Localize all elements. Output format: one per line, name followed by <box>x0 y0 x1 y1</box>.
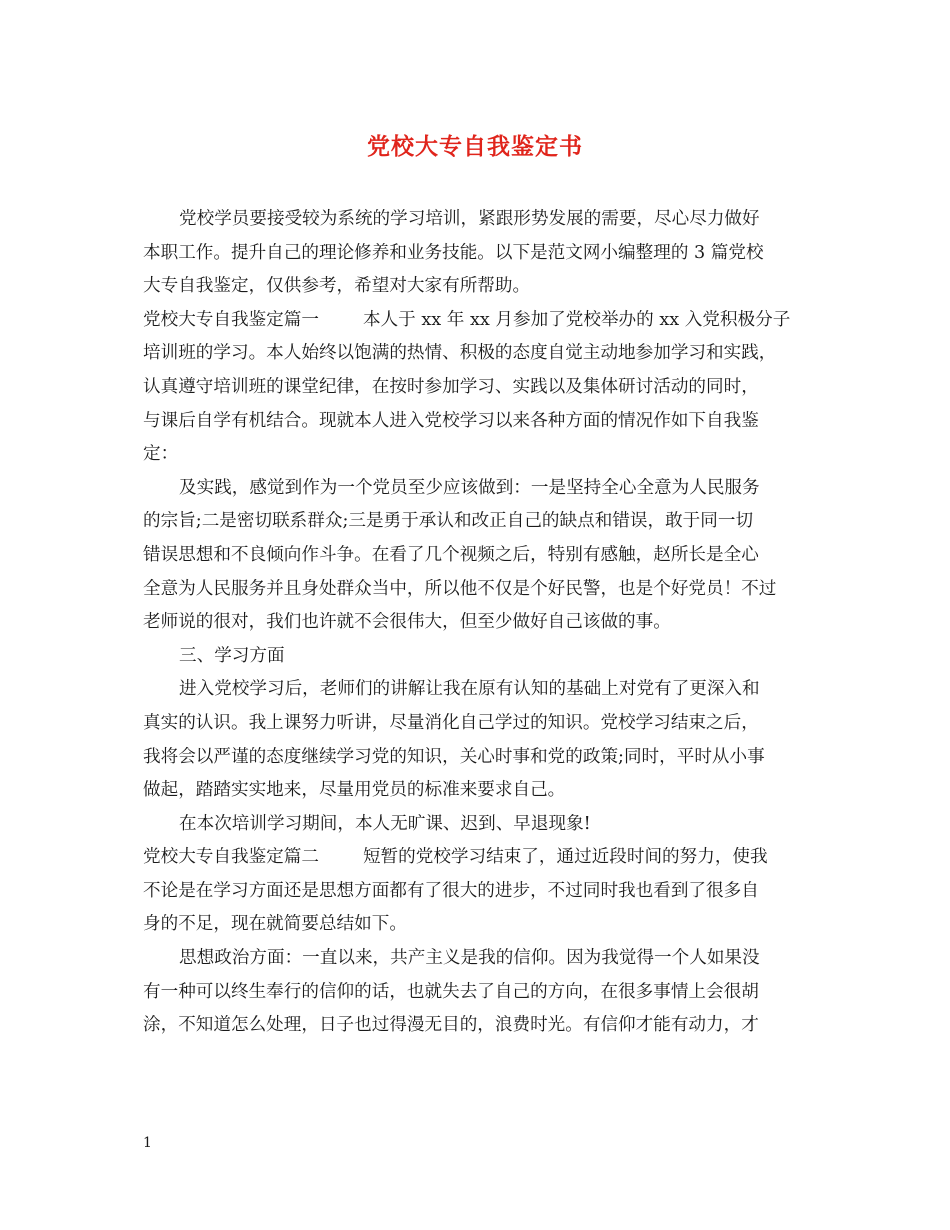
section-heading-line <box>143 304 823 338</box>
document-title: 党校大专自我鉴定书 <box>367 133 583 160</box>
text-span: 短暂的党校学习结束了，通过近段时间的努力，使我 <box>362 847 768 868</box>
text-line: 思想政治方面：一直以来，共产主义是我的信仰。因为我觉得一个人如果没 <box>179 948 760 969</box>
text-line: 错误思想和不良倾向作斗争。在看了几个视频之后，特别有感触，赵所长是全心 <box>143 544 759 565</box>
section-heading-line <box>143 841 823 875</box>
text-line: 定： <box>143 444 179 465</box>
section-heading: 党校大专自我鉴定篇二 <box>143 847 319 868</box>
text-span: 本人于 xx 年 xx 月参加了党校举办的 xx 入党积极分子 <box>362 309 791 330</box>
text-line: 真实的认识。我上课努力听讲，尽量消化自己学过的知识。党校学习结束之后， <box>143 712 759 733</box>
text-line: 我将会以严谨的态度继续学习党的知识，关心时事和党的政策;同时，平时从小事 <box>143 746 765 767</box>
text-line: 不论是在学习方面还是思想方面都有了很大的进步，不过同时我也看到了很多自 <box>143 880 759 901</box>
text-line: 身的不足，现在就简要总结如下。 <box>143 914 407 935</box>
text-line: 做起，踏踏实实地来，尽量用党员的标准来要求自己。 <box>143 780 566 801</box>
text-line: 与课后自学有机结合。现就本人进入党校学习以来各种方面的情况作如下自我鉴 <box>143 410 759 431</box>
section-heading: 党校大专自我鉴定篇一 <box>143 309 319 330</box>
text-line: 及实践，感觉到作为一个党员至少应该做到：一是坚持全心全意为人民服务 <box>179 477 760 498</box>
text-line: 培训班的学习。本人始终以饱满的热情、积极的态度自觉主动地参加学习和实践， <box>143 343 777 364</box>
text-line: 在本次培训学习期间，本人无旷课、迟到、早退现象! <box>179 813 591 834</box>
text-line: 涂，不知道怎么处理，日子也过得漫无目的，浪费时光。有信仰才能有动力，才 <box>143 1015 759 1036</box>
text-line: 有一种可以终生奉行的信仰的话，也就失去了自己的方向，在很多事情上会很胡 <box>143 981 759 1002</box>
text-line: 党校学员要接受较为系统的学习培训，紧跟形势发展的需要，尽心尽力做好 <box>179 209 760 229</box>
subsection-heading: 三、学习方面 <box>179 645 285 666</box>
document-body <box>143 203 823 1043</box>
text-line: 进入党校学习后，老师们的讲解让我在原有认知的基础上对党有了更深入和 <box>179 679 760 700</box>
text-line: 大专自我鉴定，仅供参考，希望对大家有所帮助。 <box>143 276 531 297</box>
text-line: 本职工作。提升自己的理论修养和业务技能。以下是范文网小编整理的 3 篇党校 <box>143 242 764 263</box>
page-number: 1 <box>143 1135 152 1151</box>
text-line: 的宗旨;二是密切联系群众;三是勇于承认和改正自己的缺点和错误，敢于同一切 <box>143 511 754 532</box>
text-line: 老师说的很对，我们也许就不会很伟大，但至少做好自己该做的事。 <box>143 612 671 633</box>
text-line: 认真遵守培训班的课堂纪律，在按时参加学习、实践以及集体研讨活动的同时， <box>143 376 759 397</box>
text-line: 全意为人民服务并且身处群众当中，所以他不仅是个好民警，也是个好党员！不过 <box>143 578 777 599</box>
